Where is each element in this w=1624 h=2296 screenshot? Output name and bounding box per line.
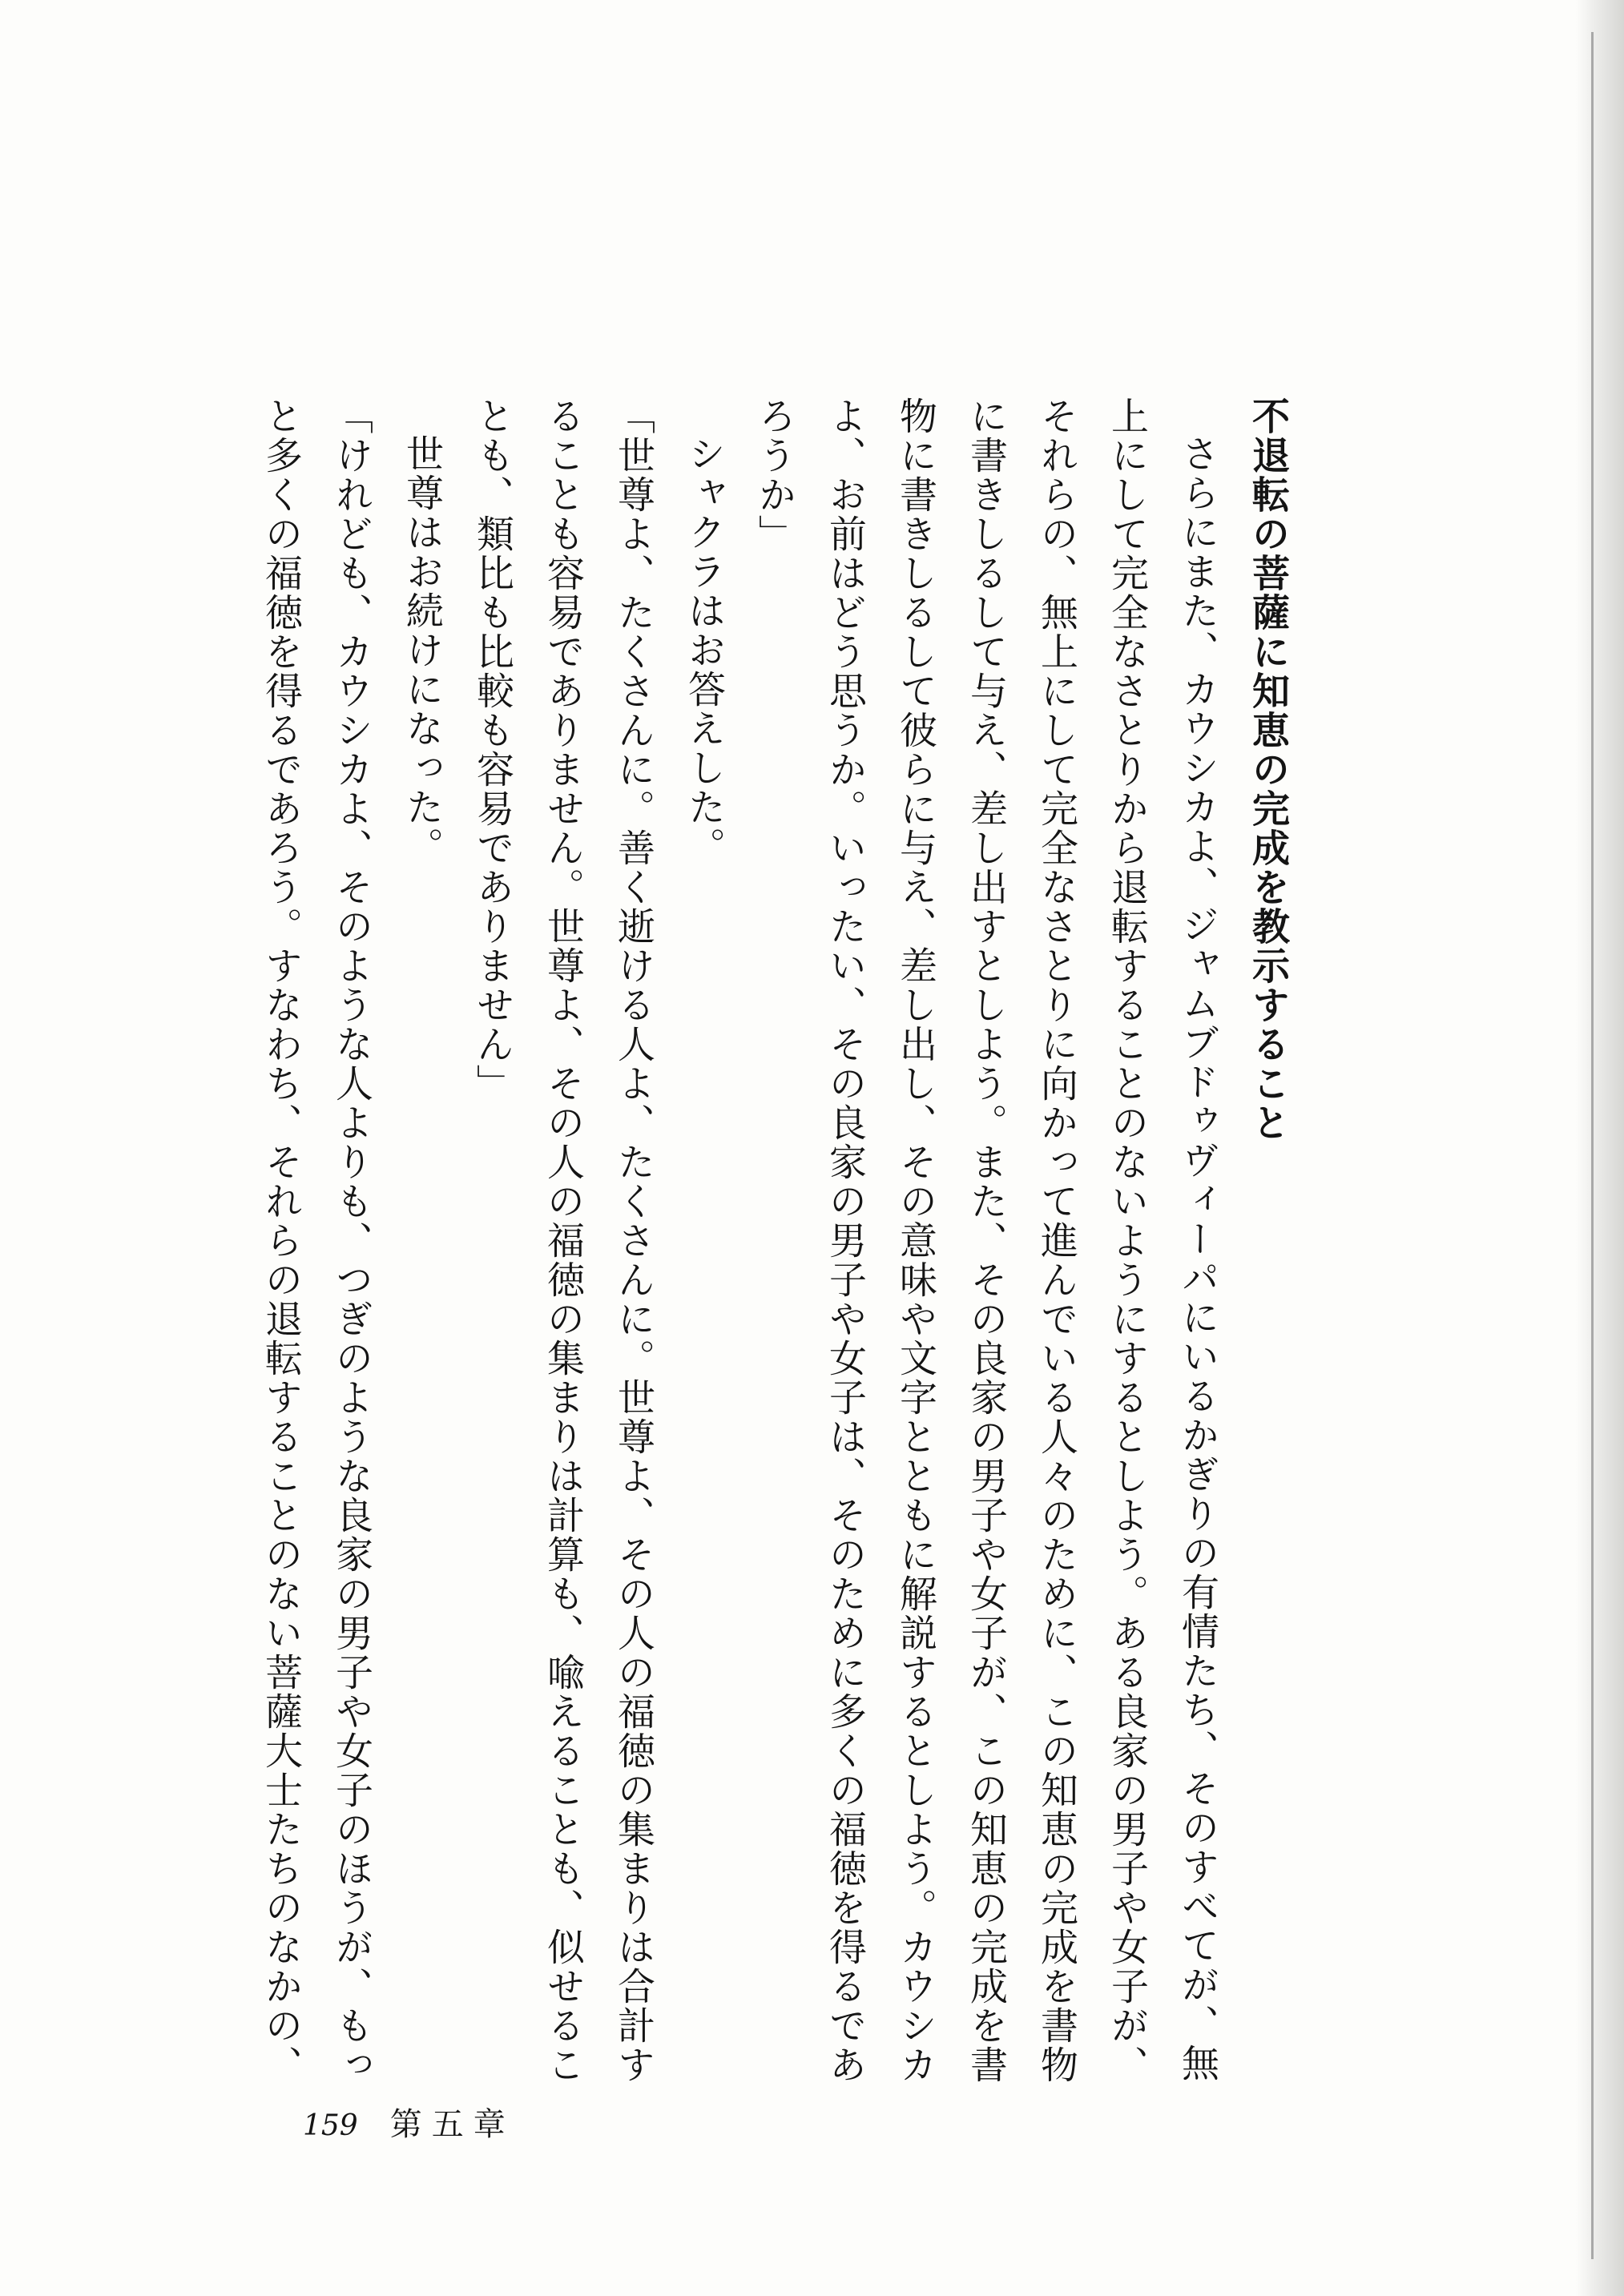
- paragraph-4: 世尊はお続けになった。: [400, 434, 444, 866]
- paragraph-5: 「けれども、カウシカよ、そのような人よりも、つぎのような良家の男子や女子のほうが、もっと多くの福徳を得るであろう。すなわち、それらの退転することのない菩薩大士たちのなかの、: [259, 397, 373, 2085]
- book-spine-edge: [1576, 0, 1624, 2296]
- vertical-text-body: [237, 397, 1303, 2111]
- section-heading: 不退転の菩薩に知恵の完成を教示すること: [1246, 397, 1290, 1142]
- page-number: 159: [303, 2109, 358, 2142]
- paragraph-3: 「世尊よ、たくさんに。善く逝ける人よ、たくさんに。世尊よ、その人の福徳の集まりは合計することも容易でありません。世尊よ、その人の福徳の集まりは計算も、喩えることも、似せることも、類比も比較も容易でありません」: [470, 397, 655, 2085]
- paragraph-2: シャクラはお答えした。: [682, 434, 726, 866]
- chapter-label: 第五章: [389, 2106, 515, 2143]
- page-footer: [303, 2099, 515, 2145]
- spine-shadow-line: [1591, 32, 1594, 2259]
- paragraph-1: さらにまた、カウシカよ、ジャムブドゥヴィーパにいるかぎりの有情たち、そのすべてが、無上にして完全なさとりから退転することのないようにするとしよう。ある良家の男子や女子が、それらの、無上にして完全なさとりに向かって進んでいる人々のために、この知恵の完成を書物に書きしるして与え、差し出すとしよう。また、その良家の男子や女子が、この知恵の完成を書物に書きしるして彼らに与え、差し出し、その意味や文字とともに解説するとしよう。カウシカよ、お前はどう思うか。いったい、その良家の男子や女子は、そのために多くの福徳を得るであろうか」: [752, 397, 1219, 2085]
